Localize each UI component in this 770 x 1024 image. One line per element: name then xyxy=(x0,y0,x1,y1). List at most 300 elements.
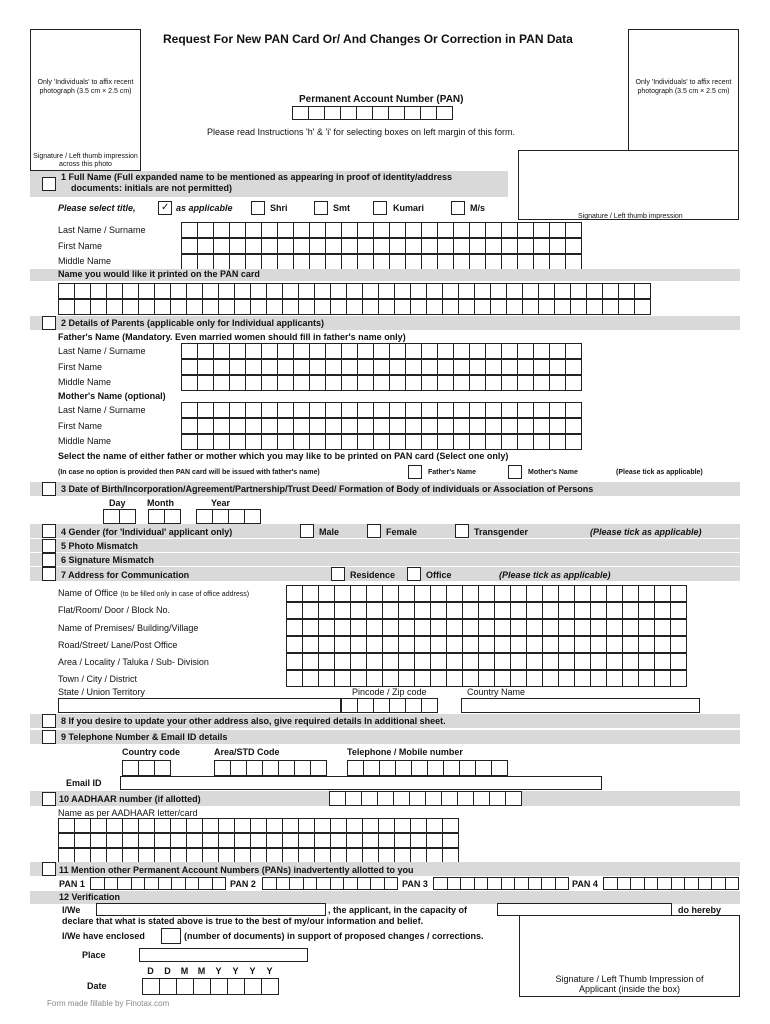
char-cell[interactable] xyxy=(406,359,422,375)
char-cell[interactable] xyxy=(607,653,623,670)
char-cell[interactable] xyxy=(348,760,364,776)
char-cell[interactable] xyxy=(367,602,383,619)
char-cell[interactable] xyxy=(287,585,303,602)
char-cell[interactable] xyxy=(294,375,310,391)
char-cell[interactable] xyxy=(172,877,186,890)
char-cell[interactable] xyxy=(618,877,632,890)
pan3-input[interactable] xyxy=(433,877,569,890)
char-cell[interactable] xyxy=(495,585,511,602)
char-cell[interactable] xyxy=(262,343,278,359)
char-cell[interactable] xyxy=(371,877,385,890)
char-cell[interactable] xyxy=(214,375,230,391)
char-cell[interactable] xyxy=(235,283,251,299)
char-cell[interactable] xyxy=(543,602,559,619)
char-cell[interactable] xyxy=(406,698,422,713)
char-cell[interactable] xyxy=(351,636,367,653)
char-cell[interactable] xyxy=(379,299,395,315)
char-cell[interactable] xyxy=(290,877,304,890)
char-cell[interactable] xyxy=(399,585,415,602)
char-cell[interactable] xyxy=(358,359,374,375)
char-cell[interactable] xyxy=(422,698,438,713)
char-cell[interactable] xyxy=(171,299,187,315)
char-cell[interactable] xyxy=(399,602,415,619)
char-cell[interactable] xyxy=(415,636,431,653)
date-input[interactable] xyxy=(142,978,279,995)
char-cell[interactable] xyxy=(107,833,123,848)
char-cell[interactable] xyxy=(278,359,294,375)
char-cell[interactable] xyxy=(406,343,422,359)
char-cell[interactable] xyxy=(559,619,575,636)
char-cell[interactable] xyxy=(279,760,295,776)
char-cell[interactable] xyxy=(263,877,277,890)
char-cell[interactable] xyxy=(603,283,619,299)
gender-male-checkbox[interactable] xyxy=(300,524,314,538)
char-cell[interactable] xyxy=(199,877,213,890)
state-input[interactable] xyxy=(58,698,341,713)
char-cell[interactable] xyxy=(463,636,479,653)
char-cell[interactable] xyxy=(406,402,422,418)
char-cell[interactable] xyxy=(395,283,411,299)
char-cell[interactable] xyxy=(506,791,522,806)
char-cell[interactable] xyxy=(655,636,671,653)
char-cell[interactable] xyxy=(326,375,342,391)
char-cell[interactable] xyxy=(331,818,347,833)
mother-name-checkbox[interactable] xyxy=(508,465,522,479)
char-cell[interactable] xyxy=(502,359,518,375)
char-cell[interactable] xyxy=(358,238,374,254)
char-cell[interactable] xyxy=(399,636,415,653)
char-cell[interactable] xyxy=(342,343,358,359)
char-cell[interactable] xyxy=(331,299,347,315)
char-cell[interactable] xyxy=(411,848,427,863)
pan-input[interactable] xyxy=(292,106,453,120)
char-cell[interactable] xyxy=(491,283,507,299)
char-cell[interactable] xyxy=(303,670,319,687)
father-middle-input[interactable] xyxy=(181,375,582,391)
char-cell[interactable] xyxy=(431,602,447,619)
char-cell[interactable] xyxy=(454,238,470,254)
char-cell[interactable] xyxy=(461,877,475,890)
char-cell[interactable] xyxy=(550,254,566,270)
char-cell[interactable] xyxy=(639,653,655,670)
char-cell[interactable] xyxy=(123,833,139,848)
char-cell[interactable] xyxy=(303,585,319,602)
address-residence-checkbox[interactable] xyxy=(331,567,345,581)
char-cell[interactable] xyxy=(434,877,448,890)
char-cell[interactable] xyxy=(155,818,171,833)
char-cell[interactable] xyxy=(490,791,506,806)
char-cell[interactable] xyxy=(406,375,422,391)
char-cell[interactable] xyxy=(214,254,230,270)
char-cell[interactable] xyxy=(315,818,331,833)
office-name-input[interactable] xyxy=(286,585,687,602)
pincode-input[interactable] xyxy=(341,698,438,713)
char-cell[interactable] xyxy=(107,818,123,833)
char-cell[interactable] xyxy=(486,238,502,254)
char-cell[interactable] xyxy=(395,833,411,848)
char-cell[interactable] xyxy=(438,434,454,450)
char-cell[interactable] xyxy=(177,978,194,995)
gender-transgender-checkbox[interactable] xyxy=(455,524,469,538)
char-cell[interactable] xyxy=(575,585,591,602)
char-cell[interactable] xyxy=(454,418,470,434)
char-cell[interactable] xyxy=(623,670,639,687)
char-cell[interactable] xyxy=(470,254,486,270)
char-cell[interactable] xyxy=(287,670,303,687)
email-input[interactable] xyxy=(120,776,602,790)
char-cell[interactable] xyxy=(374,434,390,450)
char-cell[interactable] xyxy=(443,833,459,848)
char-cell[interactable] xyxy=(631,877,645,890)
char-cell[interactable] xyxy=(283,848,299,863)
char-cell[interactable] xyxy=(104,509,120,524)
char-cell[interactable] xyxy=(294,222,310,238)
char-cell[interactable] xyxy=(283,283,299,299)
char-cell[interactable] xyxy=(118,877,132,890)
title-ms-checkbox[interactable] xyxy=(451,201,465,215)
char-cell[interactable] xyxy=(342,238,358,254)
char-cell[interactable] xyxy=(358,698,374,713)
char-cell[interactable] xyxy=(534,418,550,434)
char-cell[interactable] xyxy=(447,636,463,653)
char-cell[interactable] xyxy=(251,283,267,299)
char-cell[interactable] xyxy=(507,283,523,299)
dob-year-input[interactable] xyxy=(196,509,261,524)
char-cell[interactable] xyxy=(511,602,527,619)
char-cell[interactable] xyxy=(262,434,278,450)
section9-checkbox[interactable] xyxy=(42,730,56,744)
char-cell[interactable] xyxy=(607,602,623,619)
char-cell[interactable] xyxy=(390,238,406,254)
char-cell[interactable] xyxy=(550,375,566,391)
section6-checkbox[interactable] xyxy=(42,553,56,567)
char-cell[interactable] xyxy=(383,653,399,670)
char-cell[interactable] xyxy=(214,222,230,238)
char-cell[interactable] xyxy=(374,402,390,418)
char-cell[interactable] xyxy=(427,283,443,299)
char-cell[interactable] xyxy=(363,283,379,299)
char-cell[interactable] xyxy=(571,283,587,299)
char-cell[interactable] xyxy=(671,636,687,653)
char-cell[interactable] xyxy=(518,238,534,254)
pan4-input[interactable] xyxy=(603,877,739,890)
char-cell[interactable] xyxy=(317,877,331,890)
char-cell[interactable] xyxy=(182,238,198,254)
char-cell[interactable] xyxy=(591,602,607,619)
char-cell[interactable] xyxy=(374,222,390,238)
mother-first-input[interactable] xyxy=(181,418,582,434)
char-cell[interactable] xyxy=(534,402,550,418)
char-cell[interactable] xyxy=(230,222,246,238)
char-cell[interactable] xyxy=(294,402,310,418)
char-cell[interactable] xyxy=(438,343,454,359)
char-cell[interactable] xyxy=(518,359,534,375)
char-cell[interactable] xyxy=(363,848,379,863)
char-cell[interactable] xyxy=(559,670,575,687)
char-cell[interactable] xyxy=(262,254,278,270)
char-cell[interactable] xyxy=(619,299,635,315)
char-cell[interactable] xyxy=(299,833,315,848)
char-cell[interactable] xyxy=(363,818,379,833)
char-cell[interactable] xyxy=(230,343,246,359)
char-cell[interactable] xyxy=(431,636,447,653)
char-cell[interactable] xyxy=(534,434,550,450)
char-cell[interactable] xyxy=(385,877,399,890)
char-cell[interactable] xyxy=(294,359,310,375)
char-cell[interactable] xyxy=(543,670,559,687)
char-cell[interactable] xyxy=(470,402,486,418)
char-cell[interactable] xyxy=(479,653,495,670)
char-cell[interactable] xyxy=(319,619,335,636)
char-cell[interactable] xyxy=(344,877,358,890)
char-cell[interactable] xyxy=(495,653,511,670)
char-cell[interactable] xyxy=(511,619,527,636)
char-cell[interactable] xyxy=(303,602,319,619)
char-cell[interactable] xyxy=(539,283,555,299)
char-cell[interactable] xyxy=(262,402,278,418)
char-cell[interactable] xyxy=(198,222,214,238)
char-cell[interactable] xyxy=(438,375,454,391)
char-cell[interactable] xyxy=(426,791,442,806)
char-cell[interactable] xyxy=(390,254,406,270)
s1-middle-name-input[interactable] xyxy=(181,254,582,270)
char-cell[interactable] xyxy=(278,375,294,391)
char-cell[interactable] xyxy=(182,254,198,270)
char-cell[interactable] xyxy=(219,818,235,833)
char-cell[interactable] xyxy=(171,283,187,299)
char-cell[interactable] xyxy=(623,653,639,670)
char-cell[interactable] xyxy=(635,299,651,315)
char-cell[interactable] xyxy=(492,760,508,776)
char-cell[interactable] xyxy=(443,283,459,299)
char-cell[interactable] xyxy=(390,222,406,238)
char-cell[interactable] xyxy=(182,359,198,375)
char-cell[interactable] xyxy=(246,254,262,270)
char-cell[interactable] xyxy=(655,585,671,602)
char-cell[interactable] xyxy=(358,418,374,434)
char-cell[interactable] xyxy=(486,222,502,238)
char-cell[interactable] xyxy=(431,653,447,670)
char-cell[interactable] xyxy=(463,602,479,619)
char-cell[interactable] xyxy=(213,509,229,524)
char-cell[interactable] xyxy=(534,359,550,375)
aadhaar-input[interactable] xyxy=(329,791,522,806)
area-input[interactable] xyxy=(286,653,687,670)
char-cell[interactable] xyxy=(262,375,278,391)
section4-checkbox[interactable] xyxy=(42,524,56,538)
char-cell[interactable] xyxy=(374,375,390,391)
char-cell[interactable] xyxy=(671,602,687,619)
char-cell[interactable] xyxy=(214,418,230,434)
char-cell[interactable] xyxy=(171,833,187,848)
char-cell[interactable] xyxy=(228,978,245,995)
char-cell[interactable] xyxy=(123,299,139,315)
char-cell[interactable] xyxy=(591,636,607,653)
char-cell[interactable] xyxy=(390,402,406,418)
char-cell[interactable] xyxy=(488,877,502,890)
section8-checkbox[interactable] xyxy=(42,714,56,728)
char-cell[interactable] xyxy=(123,283,139,299)
char-cell[interactable] xyxy=(438,402,454,418)
signature-box-right[interactable] xyxy=(518,150,739,220)
char-cell[interactable] xyxy=(422,434,438,450)
char-cell[interactable] xyxy=(671,653,687,670)
char-cell[interactable] xyxy=(447,585,463,602)
section7-checkbox[interactable] xyxy=(42,567,56,581)
char-cell[interactable] xyxy=(160,978,177,995)
char-cell[interactable] xyxy=(476,760,492,776)
char-cell[interactable] xyxy=(395,299,411,315)
char-cell[interactable] xyxy=(502,877,516,890)
char-cell[interactable] xyxy=(479,585,495,602)
char-cell[interactable] xyxy=(247,760,263,776)
char-cell[interactable] xyxy=(566,375,582,391)
char-cell[interactable] xyxy=(139,283,155,299)
char-cell[interactable] xyxy=(571,299,587,315)
char-cell[interactable] xyxy=(326,254,342,270)
char-cell[interactable] xyxy=(566,402,582,418)
char-cell[interactable] xyxy=(559,602,575,619)
char-cell[interactable] xyxy=(591,670,607,687)
char-cell[interactable] xyxy=(639,619,655,636)
char-cell[interactable] xyxy=(454,343,470,359)
char-cell[interactable] xyxy=(91,848,107,863)
char-cell[interactable] xyxy=(383,636,399,653)
char-cell[interactable] xyxy=(342,222,358,238)
char-cell[interactable] xyxy=(278,238,294,254)
char-cell[interactable] xyxy=(655,653,671,670)
char-cell[interactable] xyxy=(655,619,671,636)
char-cell[interactable] xyxy=(123,818,139,833)
char-cell[interactable] xyxy=(145,877,159,890)
char-cell[interactable] xyxy=(326,434,342,450)
char-cell[interactable] xyxy=(431,619,447,636)
char-cell[interactable] xyxy=(383,619,399,636)
section11-checkbox[interactable] xyxy=(42,862,56,876)
char-cell[interactable] xyxy=(367,636,383,653)
s1-last-name-input[interactable] xyxy=(181,222,582,238)
aadhaar-name-row2[interactable] xyxy=(58,833,459,848)
char-cell[interactable] xyxy=(623,636,639,653)
section2-checkbox[interactable] xyxy=(42,316,56,330)
char-cell[interactable] xyxy=(415,585,431,602)
char-cell[interactable] xyxy=(331,877,345,890)
char-cell[interactable] xyxy=(214,402,230,418)
char-cell[interactable] xyxy=(235,848,251,863)
char-cell[interactable] xyxy=(379,283,395,299)
char-cell[interactable] xyxy=(107,299,123,315)
char-cell[interactable] xyxy=(319,585,335,602)
char-cell[interactable] xyxy=(198,418,214,434)
char-cell[interactable] xyxy=(623,602,639,619)
char-cell[interactable] xyxy=(198,359,214,375)
char-cell[interactable] xyxy=(219,833,235,848)
char-cell[interactable] xyxy=(330,791,346,806)
char-cell[interactable] xyxy=(299,818,315,833)
char-cell[interactable] xyxy=(443,299,459,315)
char-cell[interactable] xyxy=(165,509,181,524)
char-cell[interactable] xyxy=(685,877,699,890)
char-cell[interactable] xyxy=(470,375,486,391)
char-cell[interactable] xyxy=(635,283,651,299)
title-shri-checkbox[interactable] xyxy=(251,201,265,215)
char-cell[interactable] xyxy=(415,670,431,687)
char-cell[interactable] xyxy=(294,343,310,359)
char-cell[interactable] xyxy=(214,434,230,450)
section1-checkbox[interactable] xyxy=(42,177,56,191)
char-cell[interactable] xyxy=(299,299,315,315)
char-cell[interactable] xyxy=(363,833,379,848)
char-cell[interactable] xyxy=(367,670,383,687)
char-cell[interactable] xyxy=(310,434,326,450)
char-cell[interactable] xyxy=(331,848,347,863)
section10-checkbox[interactable] xyxy=(42,792,56,806)
char-cell[interactable] xyxy=(335,670,351,687)
char-cell[interactable] xyxy=(315,283,331,299)
char-cell[interactable] xyxy=(107,283,123,299)
char-cell[interactable] xyxy=(422,402,438,418)
char-cell[interactable] xyxy=(230,359,246,375)
char-cell[interactable] xyxy=(311,760,327,776)
char-cell[interactable] xyxy=(198,238,214,254)
char-cell[interactable] xyxy=(671,670,687,687)
char-cell[interactable] xyxy=(479,619,495,636)
char-cell[interactable] xyxy=(454,375,470,391)
char-cell[interactable] xyxy=(527,619,543,636)
char-cell[interactable] xyxy=(411,283,427,299)
char-cell[interactable] xyxy=(246,418,262,434)
char-cell[interactable] xyxy=(315,299,331,315)
town-input[interactable] xyxy=(286,670,687,687)
char-cell[interactable] xyxy=(59,299,75,315)
char-cell[interactable] xyxy=(294,238,310,254)
char-cell[interactable] xyxy=(502,222,518,238)
char-cell[interactable] xyxy=(211,978,228,995)
char-cell[interactable] xyxy=(406,222,422,238)
char-cell[interactable] xyxy=(587,299,603,315)
char-cell[interactable] xyxy=(591,653,607,670)
char-cell[interactable] xyxy=(591,585,607,602)
char-cell[interactable] xyxy=(326,343,342,359)
char-cell[interactable] xyxy=(107,848,123,863)
char-cell[interactable] xyxy=(303,653,319,670)
printed-name-row2[interactable] xyxy=(58,299,651,315)
char-cell[interactable] xyxy=(502,418,518,434)
char-cell[interactable] xyxy=(447,619,463,636)
char-cell[interactable] xyxy=(351,670,367,687)
char-cell[interactable] xyxy=(251,848,267,863)
char-cell[interactable] xyxy=(495,636,511,653)
char-cell[interactable] xyxy=(155,760,171,776)
char-cell[interactable] xyxy=(105,877,119,890)
char-cell[interactable] xyxy=(447,670,463,687)
char-cell[interactable] xyxy=(399,670,415,687)
char-cell[interactable] xyxy=(139,760,155,776)
char-cell[interactable] xyxy=(198,402,214,418)
char-cell[interactable] xyxy=(378,791,394,806)
char-cell[interactable] xyxy=(342,359,358,375)
char-cell[interactable] xyxy=(575,619,591,636)
char-cell[interactable] xyxy=(235,833,251,848)
road-input[interactable] xyxy=(286,636,687,653)
char-cell[interactable] xyxy=(326,418,342,434)
char-cell[interactable] xyxy=(132,877,146,890)
char-cell[interactable] xyxy=(543,636,559,653)
char-cell[interactable] xyxy=(518,418,534,434)
char-cell[interactable] xyxy=(543,619,559,636)
char-cell[interactable] xyxy=(470,343,486,359)
char-cell[interactable] xyxy=(230,434,246,450)
